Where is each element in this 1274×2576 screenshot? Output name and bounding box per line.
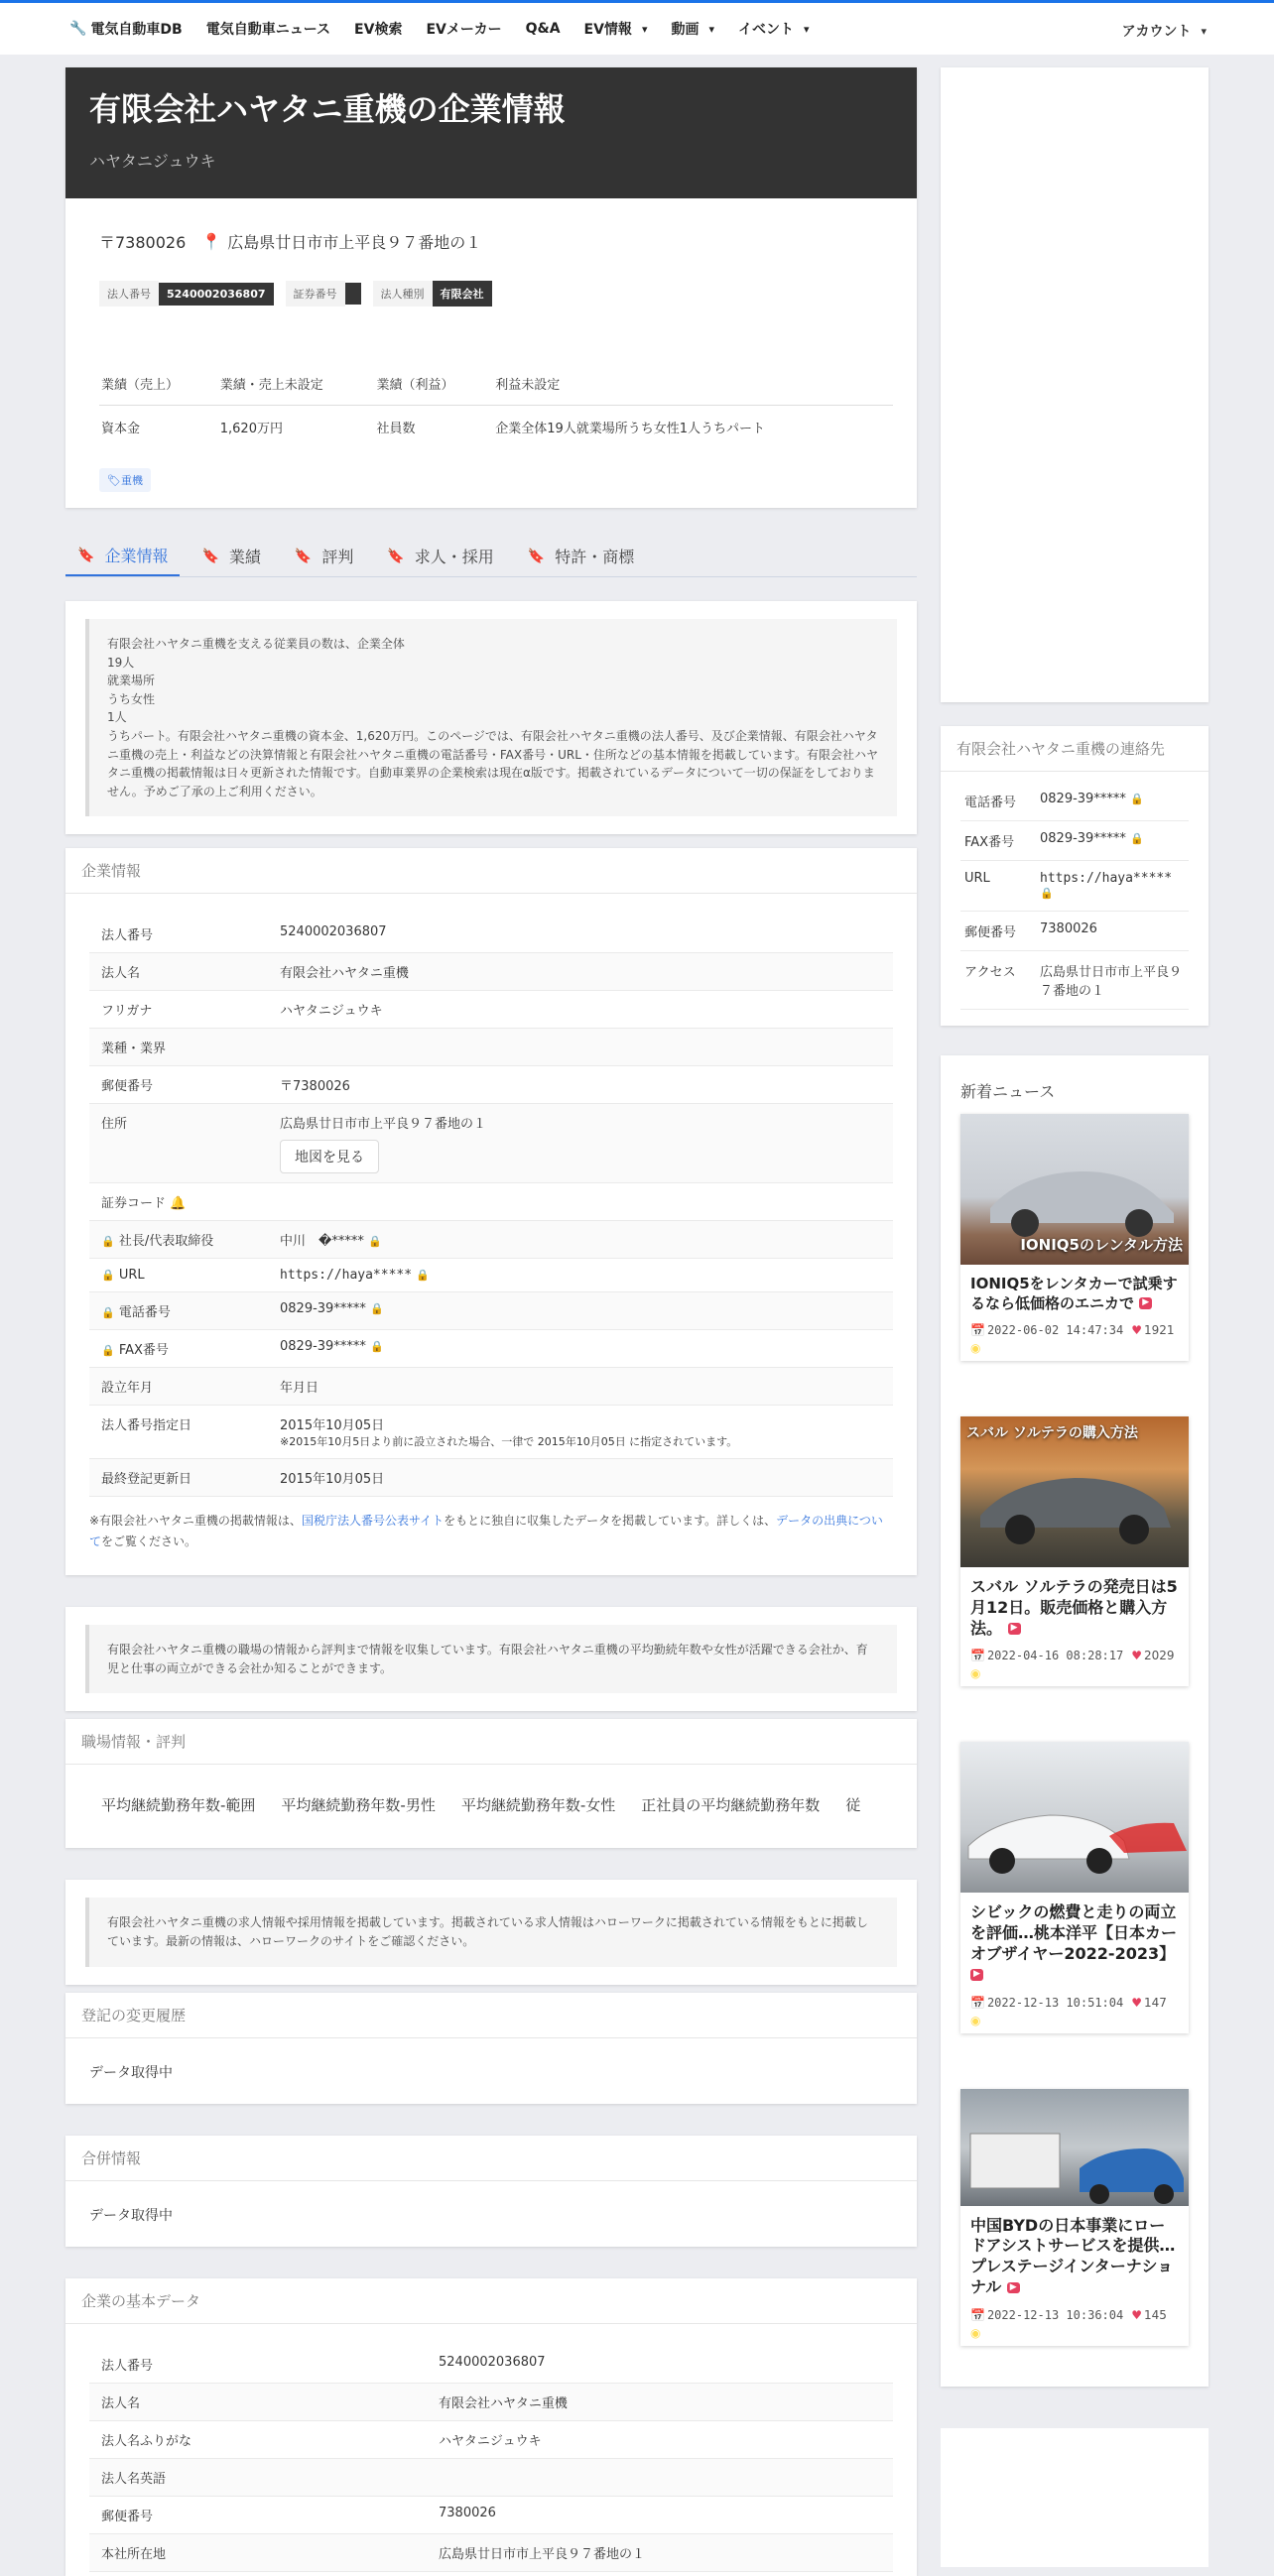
car-illustration <box>960 2089 1189 2206</box>
news-body <box>960 1893 1189 2032</box>
row-value <box>268 1406 893 1459</box>
workplace-tab[interactable]: 平均継続勤務年数-男性 <box>281 1796 436 1815</box>
row-value: 有限会社ハヤタニ重機 <box>427 2383 893 2420</box>
section-heading: 職場情報・評判 <box>65 1719 917 1765</box>
intro-card <box>65 601 917 834</box>
row-value <box>268 1330 893 1368</box>
youtube-icon: ▶ <box>1139 1297 1152 1309</box>
table-row <box>89 2383 893 2420</box>
calendar-icon: 📅 <box>970 1649 985 1663</box>
table-cell: 業績（売上） <box>99 362 218 406</box>
sidebar <box>941 67 1209 2387</box>
masked-value: 0829-39***** <box>1040 831 1126 846</box>
intro-note: 有限会社ハヤタニ重機を支える従業員の数は、企業全体 19人 就業場所 うち女性 1人 うちパート。有限会社ハヤタニ重機の資本金、1,620万円。このページでは、有限会社ハヤタニ重機の法人番号、及び企業情報、有限会社ハヤタニ重機の売上・利益などの決算情報と有限会社ハヤタニ重機の電話番号・FAX番号・URL・住所などの基本情報を掲載しています。有限会社ハヤタニ重機の掲載情報は日々更新された情報です。自動車業界の企業検索は現在α版です。掲載されているデータについて一切の保証をしておりません。予めご了承の上ご利用ください。 <box>85 619 897 816</box>
contact-card <box>941 726 1209 1026</box>
section-heading: 企業の基本データ <box>65 2278 917 2324</box>
main-column <box>65 67 917 2576</box>
news-title-text: IONIQ5をレンタカーで試乗するなら低価格のエニカで <box>970 1275 1178 1312</box>
tag-value: 有限会社 <box>433 281 492 307</box>
row-value: ハヤタニジュウキ <box>268 991 893 1029</box>
navbar <box>0 3 1274 55</box>
workplace-tab[interactable]: 従 <box>845 1796 861 1815</box>
tab-label: 特許・商標 <box>555 548 635 566</box>
masked-value: 中川 �***** <box>280 1234 364 1250</box>
news-body <box>960 1567 1189 1686</box>
hero-body <box>65 198 917 508</box>
rss-icon: ◉ <box>970 2325 981 2340</box>
like-count: 2029 <box>1144 1649 1175 1663</box>
table-row <box>89 953 893 991</box>
row-key: 法人番号 <box>89 916 268 953</box>
hero-card <box>65 67 917 508</box>
table-row <box>89 1459 893 1497</box>
footnote-text: ※有限会社ハヤタニ重機の掲載情報は、 <box>89 1514 302 1529</box>
workplace-tab-scroller[interactable] <box>65 1765 917 1848</box>
workplace-card <box>65 1719 917 1848</box>
table-row <box>89 1221 893 1259</box>
tag-label: 証券番号 <box>286 281 345 307</box>
row-key: 郵便番号 <box>89 2496 427 2533</box>
jobs-intro-card <box>65 1880 917 1984</box>
like-count: 145 <box>1144 2307 1167 2322</box>
tab-bar <box>65 536 917 577</box>
row-value: 〒7380026 <box>268 1066 893 1104</box>
heart-icon: ♥ <box>1131 1995 1142 2010</box>
row-key: 郵便番号 <box>89 1066 268 1104</box>
wrench-icon: 🔧 <box>69 21 87 37</box>
table-row <box>89 1104 893 1183</box>
table-cell: 業績・売上未設定 <box>218 362 375 406</box>
row-key: フリガナ <box>89 991 268 1029</box>
table-row <box>89 1330 893 1368</box>
row-value <box>268 1221 893 1259</box>
chevron-down-icon: ▾ <box>708 22 714 36</box>
news-thumbnail <box>960 1416 1189 1567</box>
row-value: 2015年10月05日 <box>268 1459 893 1497</box>
hero-header <box>65 67 917 198</box>
company-info-table <box>89 916 893 1497</box>
masked-value: 0829-39***** <box>1040 792 1126 806</box>
tab-patent[interactable] <box>516 536 646 576</box>
news-meta <box>970 2308 1179 2322</box>
table-row <box>89 1406 893 1459</box>
nav-link-ev-search[interactable]: EV検索 <box>354 22 403 38</box>
tag-value: 5240002036807 <box>159 283 274 306</box>
row-key <box>89 1259 268 1292</box>
address-text: 広島県廿日市市上平良９７番地の１ <box>227 233 482 252</box>
table-row <box>99 406 893 449</box>
news-title <box>970 1577 1179 1639</box>
table-row <box>89 916 893 953</box>
lock-icon: 🔒 <box>101 1269 115 1283</box>
masked-value: https://haya***** <box>280 1268 413 1284</box>
performance-table <box>99 362 893 448</box>
company-kana: ハヤタニジュウキ <box>89 151 216 171</box>
row-value: 5240002036807 <box>268 916 893 953</box>
nav-link-ev-maker[interactable]: EVメーカー <box>426 22 502 38</box>
table-row <box>960 912 1189 951</box>
nav-link-news[interactable]: 電気自動車ニュース <box>205 22 331 38</box>
news-meta <box>970 1996 1179 2010</box>
news-title-text: スバル ソルテラの発売日は5月12日。販売価格と購入方法。 <box>970 1577 1178 1638</box>
news-title <box>970 1275 1179 1313</box>
row-value: 広島県廿日市市上平良９７番地の１ <box>427 2533 893 2571</box>
heart-icon: ♥ <box>1131 1649 1142 1663</box>
row-value: 5240002036807 <box>427 2346 893 2384</box>
car-illustration <box>960 1742 1189 1893</box>
tab-company-info[interactable] <box>65 536 180 576</box>
row-key: 最終登記更新日 <box>89 1459 268 1497</box>
table-row <box>89 1183 893 1221</box>
calendar-icon: 📅 <box>970 2307 985 2322</box>
news-body <box>960 1265 1189 1361</box>
table-row <box>960 951 1189 1010</box>
table-cell: 企業全体19人就業場所うち女性1人うちパート <box>495 422 766 436</box>
row-key: 法人番号 <box>89 2346 427 2384</box>
source-footnote <box>65 1497 917 1551</box>
youtube-icon: ▶ <box>970 1969 983 1981</box>
merger-status: データ取得中 <box>89 2207 173 2224</box>
company-info-card <box>65 848 917 1575</box>
news-thumbnail <box>960 2089 1189 2206</box>
nav-dropdown-video[interactable] <box>671 19 714 39</box>
news-title <box>970 1902 1179 1985</box>
row-key-label: FAX番号 <box>118 1343 169 1359</box>
data-source-link[interactable]: データの出典について <box>89 1514 883 1548</box>
table-row <box>89 1066 893 1104</box>
news-body <box>960 2206 1189 2346</box>
thumbnail-caption: IONIQ5のレンタル方法 <box>1020 1236 1183 1254</box>
account-dropdown[interactable] <box>1122 21 1207 41</box>
row-key: 法人名 <box>89 2383 427 2420</box>
table-cell: 利益未設定 <box>493 362 893 406</box>
bookmark-icon: 🔖 <box>294 548 313 564</box>
workplace-intro-card <box>65 1607 917 1711</box>
table-cell: 業績（利益） <box>374 362 493 406</box>
news-card[interactable] <box>960 1416 1189 1686</box>
youtube-icon: ▶ <box>1007 2282 1020 2294</box>
bookmark-icon: 🔖 <box>77 547 95 563</box>
industry-tag[interactable] <box>99 468 151 492</box>
row-key <box>89 1183 268 1221</box>
footnote-text: をもとに独自に収集したデータを掲載しています。詳しくは、 <box>444 1514 777 1529</box>
tab-reputation[interactable] <box>283 536 365 576</box>
tag-value <box>345 283 361 305</box>
brand-link[interactable] <box>69 19 183 39</box>
row-key: アクセス <box>960 951 1036 1010</box>
basic-data-card <box>65 2278 917 2576</box>
row-value <box>1036 861 1189 912</box>
lock-icon: 🔒 <box>1040 887 1054 900</box>
tag-row <box>99 281 893 307</box>
bell-icon[interactable]: 🔔 <box>166 1196 187 1212</box>
lock-icon: 🔒 <box>369 1302 384 1316</box>
table-cell: 社員数 <box>376 422 416 436</box>
news-date: 2022-12-13 10:36:04 <box>986 2307 1124 2322</box>
table-cell: 資本金 <box>101 422 141 436</box>
table-row <box>89 1368 893 1406</box>
designation-date: 2015年10月05日 <box>280 1418 385 1434</box>
news-title-text: シビックの燃費と走りの両立を評価…桃本洋平【日本カーオブザイヤー2022-2023】 <box>970 1902 1178 1963</box>
lock-icon: 🔒 <box>369 1340 384 1354</box>
workplace-tab[interactable]: 平均継続勤務年数-女性 <box>460 1796 616 1815</box>
row-key: 本社所在地 <box>89 2533 427 2571</box>
news-date: 2022-04-16 08:28:17 <box>986 1649 1124 1663</box>
youtube-icon: ▶ <box>1008 1623 1021 1635</box>
row-key: 電話番号 <box>960 782 1036 821</box>
row-key: 法人名英語 <box>89 2458 427 2496</box>
address-value: 広島県廿日市市上平良９７番地の１ <box>280 1117 487 1133</box>
tag-label: 法人種別 <box>373 281 433 307</box>
history-card <box>65 1993 917 2104</box>
lock-icon: 🔒 <box>101 1235 115 1249</box>
rss-icon: ◉ <box>970 1666 981 1681</box>
table-row <box>89 2458 893 2496</box>
bookmark-icon: 🔖 <box>527 548 546 564</box>
workplace-note: 有限会社ハヤタニ重機の職場の情報から評判まで情報を収集しています。有限会社ハヤタニ重機の平均勤続年数や女性が活躍できる会社か、育児と仕事の両立ができる会社か知ることができます。 <box>85 1625 897 1693</box>
row-key: 業種・業界 <box>89 1029 268 1066</box>
row-value: 7380026 <box>1036 912 1189 951</box>
footnote-text: をご覧ください。 <box>101 1533 197 1548</box>
row-value: 7380026 <box>427 2496 893 2533</box>
masked-value: 0829-39***** <box>280 1301 366 1317</box>
row-value <box>268 1292 893 1330</box>
industry-tag-label: 重機 <box>120 474 143 487</box>
row-key: URL <box>960 861 1036 912</box>
calendar-icon: 📅 <box>970 1323 985 1337</box>
workplace-tab[interactable]: 平均継続勤務年数-範囲 <box>101 1796 256 1815</box>
news-thumbnail <box>960 1114 1189 1265</box>
lock-icon: 🔒 <box>101 1306 115 1320</box>
row-key: 設立年月 <box>89 1368 268 1406</box>
tag-icon: 🏷 <box>107 474 121 487</box>
tab-label: 評判 <box>321 548 354 566</box>
row-key: 郵便番号 <box>960 912 1036 951</box>
news-date: 2022-12-13 10:51:04 <box>986 1995 1124 2010</box>
news-widget <box>941 1055 1209 2387</box>
table-row <box>960 861 1189 912</box>
tab-label: 業績 <box>228 548 261 566</box>
masked-value: https://haya***** <box>1040 871 1173 886</box>
postal-code: 〒7380026 <box>99 233 187 252</box>
table-row <box>89 991 893 1029</box>
rss-icon: ◉ <box>970 2013 981 2027</box>
basic-data-table <box>89 2346 893 2572</box>
merger-card <box>65 2136 917 2247</box>
news-card[interactable] <box>960 1742 1189 2032</box>
like-count: 147 <box>1144 1995 1167 2010</box>
news-meta <box>970 1323 1179 1337</box>
row-value: ハヤタニジュウキ <box>427 2420 893 2458</box>
row-value: 有限会社ハヤタニ重機 <box>268 953 893 991</box>
address-line <box>99 230 893 253</box>
jobs-note: 有限会社ハヤタニ重機の求人情報や採用情報を掲載しています。掲載されている求人情報はハローワークに掲載されている情報をもとに掲載しています。最新の情報は、ハローワークのサイトをご確認ください。 <box>85 1898 897 1966</box>
tab-performance[interactable] <box>190 536 272 576</box>
row-key: 法人番号指定日 <box>89 1406 268 1459</box>
page-title: 有限会社ハヤタニ重機の企業情報 <box>89 90 566 128</box>
chevron-down-icon: ▾ <box>804 22 810 36</box>
nav-dropdown-ev-info[interactable] <box>584 19 648 39</box>
news-title <box>970 2216 1179 2298</box>
chevron-down-icon: ▾ <box>1201 24 1207 38</box>
lock-icon: 🔒 <box>1129 793 1144 805</box>
row-key-label: 証券コード <box>101 1196 167 1212</box>
masked-value: 0829-39***** <box>280 1339 366 1355</box>
row-value <box>268 1104 893 1183</box>
thumbnail-caption: スバル ソルテラの購入方法 <box>966 1425 1138 1441</box>
table-row <box>960 821 1189 861</box>
tab-recruit[interactable] <box>375 536 505 576</box>
tag-label: 法人番号 <box>99 281 159 307</box>
news-meta <box>970 1649 1179 1662</box>
chevron-down-icon: ▾ <box>641 22 648 36</box>
row-key: 法人名 <box>89 953 268 991</box>
lock-icon: 🔒 <box>101 1344 115 1358</box>
row-value <box>1036 821 1189 861</box>
nav-dropdown-event[interactable] <box>738 19 810 39</box>
table-row <box>89 1029 893 1066</box>
table-cell: 1,620万円 <box>219 422 283 436</box>
contact-body <box>941 772 1209 1026</box>
row-key-label: 電話番号 <box>118 1305 171 1321</box>
history-status: データ取得中 <box>89 2064 173 2081</box>
tab-label: 求人・採用 <box>414 548 494 566</box>
ad-slot <box>941 67 1209 702</box>
row-value <box>268 1029 893 1066</box>
row-value: 広島県廿日市市上平良９７番地の１ <box>1036 951 1189 1010</box>
row-key-label: URL <box>118 1268 145 1284</box>
row-key <box>89 1221 268 1259</box>
nav-dropdown-label: EV情報 <box>583 22 632 38</box>
table-row <box>99 362 893 406</box>
lock-icon: 🔒 <box>1129 832 1144 845</box>
table-row <box>89 2533 893 2571</box>
news-heading: 新着ニュース <box>960 1082 1056 1101</box>
table-row <box>89 2346 893 2384</box>
row-key: 住所 <box>89 1104 268 1183</box>
news-thumbnail <box>960 1742 1189 1893</box>
account-label: アカウント <box>1121 24 1192 40</box>
news-card[interactable] <box>960 1114 1189 1361</box>
news-date: 2022-06-02 14:47:34 <box>986 1323 1124 1337</box>
like-count: 1921 <box>1144 1323 1175 1337</box>
table-row <box>960 782 1189 821</box>
row-value <box>1036 782 1189 821</box>
lock-icon: 🔒 <box>416 1269 430 1283</box>
row-key: FAX番号 <box>960 821 1036 861</box>
heart-icon: ♥ <box>1131 2307 1142 2322</box>
view-map-button[interactable]: 地図を見る <box>280 1140 379 1173</box>
contact-table <box>960 782 1189 1010</box>
calendar-icon: 📅 <box>970 1995 985 2010</box>
table-row <box>89 2420 893 2458</box>
workplace-tab[interactable]: 正社員の平均継続勤務年数 <box>641 1796 821 1815</box>
section-heading: 合併情報 <box>65 2136 917 2181</box>
ad-slot-bottom <box>941 2428 1209 2567</box>
map-pin-icon: 📍 <box>201 232 222 251</box>
table-row <box>89 1259 893 1292</box>
news-card[interactable] <box>960 2089 1189 2346</box>
section-heading: 登記の変更履歴 <box>65 1993 917 2038</box>
row-value <box>427 2458 893 2496</box>
nta-site-link[interactable]: 国税庁法人番号公表サイト <box>301 1514 445 1529</box>
row-value: 年月日 <box>268 1368 893 1406</box>
row-key <box>89 1292 268 1330</box>
row-key: 法人名ふりがな <box>89 2420 427 2458</box>
nav-dropdown-label: イベント <box>738 22 794 38</box>
brand-label: 電気自動車DB <box>90 22 183 38</box>
designation-note: ※2015年10月5日より前に設立された場合、一律で 2015年10月05日 に指定されています。 <box>280 1435 738 1449</box>
row-value <box>268 1183 893 1221</box>
tab-label: 企業情報 <box>104 547 169 565</box>
bookmark-icon: 🔖 <box>387 548 405 564</box>
nav-dropdown-label: 動画 <box>671 22 700 38</box>
news-title-text: 中国BYDの日本事業にロードアシストサービスを提供…プレステージインターナショナル <box>970 2215 1176 2296</box>
table-row <box>89 1292 893 1330</box>
row-key <box>89 1330 268 1368</box>
contact-heading: 有限会社ハヤタニ重機の連絡先 <box>941 726 1209 772</box>
row-value <box>268 1259 893 1292</box>
bookmark-icon: 🔖 <box>201 548 219 564</box>
section-heading: 企業情報 <box>65 848 917 894</box>
nav-link-qa[interactable]: Q&A <box>525 21 561 37</box>
lock-icon: 🔒 <box>367 1235 382 1249</box>
heart-icon: ♥ <box>1131 1323 1142 1337</box>
row-key-label: 社長/代表取締役 <box>118 1234 214 1250</box>
table-row <box>89 2496 893 2533</box>
rss-icon: ◉ <box>970 1341 981 1355</box>
